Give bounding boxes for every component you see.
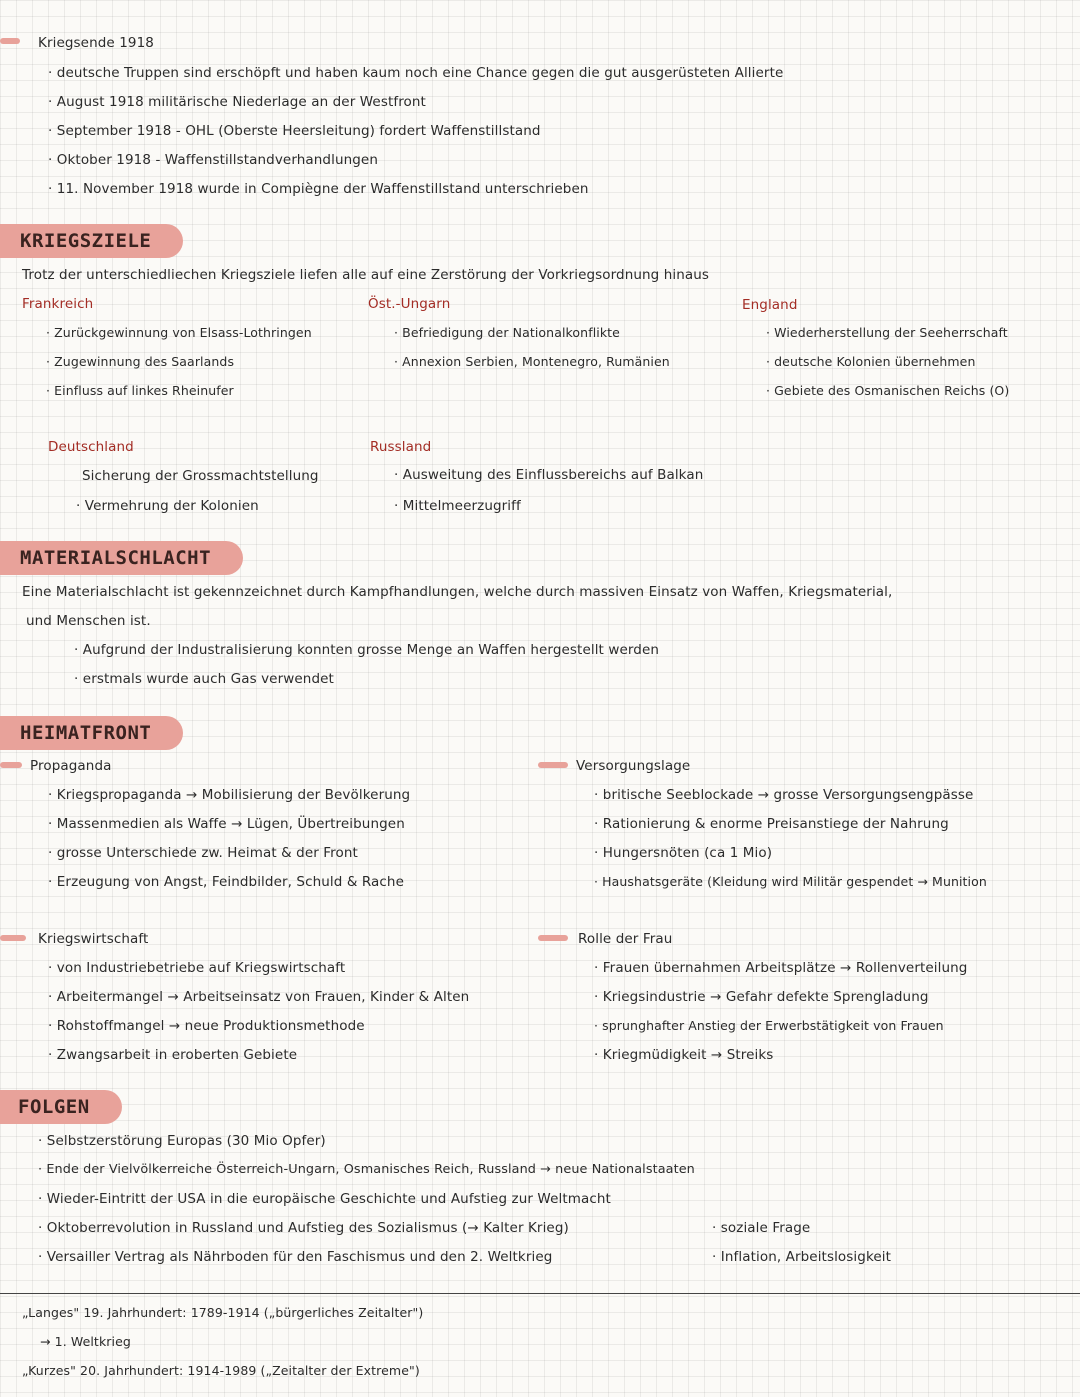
materialschlacht-text: und Menschen ist.: [26, 613, 151, 629]
folgen-heading: FOLGEN: [0, 1090, 122, 1124]
propaganda-title: Propaganda: [30, 758, 112, 774]
materialschlacht-item: · erstmals wurde auch Gas verwendet: [74, 671, 334, 687]
kriegsende-title: Kriegsende 1918: [38, 35, 154, 51]
russland-item: · Ausweitung des Einflussbereichs auf Balkan: [394, 467, 704, 483]
folgen-item: · Wieder-Eintritt der USA in die europäische Geschichte und Aufstieg zur Weltmacht: [38, 1191, 611, 1207]
russland-item: · Mittelmeerzugriff: [394, 498, 521, 514]
frau-marker: [538, 935, 568, 941]
versorgung-item: · Rationierung & enorme Preisanstiege der Nahrung: [594, 816, 949, 832]
heimatfront-heading: HEIMATFRONT: [0, 716, 183, 750]
deutschland-item: Sicherung der Grossmachtstellung: [82, 468, 319, 484]
versorgung-title: Versorgungslage: [576, 758, 691, 774]
oesterreich-item: · Befriedigung der Nationalkonflikte: [394, 325, 620, 340]
frankreich-item: · Zurückgewinnung von Elsass-Lothringen: [46, 325, 312, 340]
kriegswirtschaft-item: · Zwangsarbeit in eroberten Gebiete: [48, 1047, 298, 1063]
england-item: · deutsche Kolonien übernehmen: [766, 354, 976, 369]
frankreich-item: · Einfluss auf linkes Rheinufer: [46, 383, 234, 398]
england-item: · Wiederherstellung der Seeherrschaft: [766, 325, 1008, 340]
kriegswirtschaft-item: · von Industriebetriebe auf Kriegswirtschaft: [48, 960, 346, 976]
frau-title: Rolle der Frau: [578, 931, 673, 947]
versorgung-marker: [538, 762, 568, 768]
versorgung-item: · britische Seeblockade → grosse Versorgungsengpässe: [594, 787, 974, 803]
oesterreich-title: Öst.-Ungarn: [368, 296, 451, 312]
footer-line: → 1. Weltkrieg: [40, 1334, 131, 1349]
frau-item: · Kriegmüdigkeit → Streiks: [594, 1047, 774, 1063]
folgen-item: · Ende der Vielvölkerreiche Österreich-Ungarn, Osmanisches Reich, Russland → neue Nationalstaaten: [38, 1162, 695, 1177]
propaganda-item: · grosse Unterschiede zw. Heimat & der Front: [48, 845, 358, 861]
footer-line: „Kurzes" 20. Jahrhundert: 1914-1989 („Zeitalter der Extreme"): [22, 1363, 420, 1378]
oesterreich-item: · Annexion Serbien, Montenegro, Rumänien: [394, 354, 670, 369]
deutschland-item: · Vermehrung der Kolonien: [76, 498, 259, 514]
materialschlacht-item: · Aufgrund der Industralisierung konnten grosse Menge an Waffen hergestellt werden: [74, 642, 660, 658]
frau-item: · sprunghafter Anstieg der Erwerbstätigkeit von Frauen: [594, 1018, 944, 1033]
frau-item: · Frauen übernahmen Arbeitsplätze → Rollenverteilung: [594, 960, 968, 976]
frankreich-title: Frankreich: [22, 296, 94, 312]
materialschlacht-heading: MATERIALSCHLACHT: [0, 541, 243, 575]
kriegsende-item: · deutsche Truppen sind erschöpft und haben kaum noch eine Chance gegen die gut ausgerüsteten Allierte: [48, 65, 784, 81]
kriegswirtschaft-marker: [0, 935, 26, 941]
russland-title: Russland: [370, 439, 432, 455]
versorgung-item: · Hungersnöten (ca 1 Mio): [594, 845, 773, 861]
versorgung-item: · Haushatsgeräte (Kleidung wird Militär gespendet → Munition: [594, 874, 987, 889]
kriegsziele-intro: Trotz der unterschiedliechen Kriegsziele liefen alle auf eine Zerstörung der Vorkriegsordnung hinaus: [22, 267, 710, 283]
england-item: · Gebiete des Osmanischen Reichs (O): [766, 383, 1010, 398]
frau-item: · Kriegsindustrie → Gefahr defekte Sprengladung: [594, 989, 929, 1005]
kriegsende-marker: [0, 38, 20, 44]
propaganda-item: · Erzeugung von Angst, Feindbilder, Schuld & Rache: [48, 874, 404, 890]
folgen-item: · Oktoberrevolution in Russland und Aufstieg des Sozialismus (→ Kalter Krieg): [38, 1220, 569, 1236]
footer-line: „Langes" 19. Jahrhundert: 1789-1914 („bürgerliches Zeitalter"): [22, 1305, 424, 1320]
kriegsende-item: · September 1918 - OHL (Oberste Heersleitung) fordert Waffenstillstand: [48, 123, 541, 139]
divider: [0, 1293, 1080, 1294]
materialschlacht-text: Eine Materialschlacht ist gekennzeichnet durch Kampfhandlungen, welche durch massiven Einsatz von Waffen, Kriegsmaterial,: [22, 584, 893, 600]
folgen-side-item: · Inflation, Arbeitslosigkeit: [712, 1249, 892, 1265]
propaganda-item: · Massenmedien als Waffe → Lügen, Übertreibungen: [48, 816, 405, 832]
kriegsziele-heading: KRIEGSZIELE: [0, 224, 183, 258]
propaganda-item: · Kriegspropaganda → Mobilisierung der Bevölkerung: [48, 787, 411, 803]
kriegsende-item: · 11. November 1918 wurde in Compiègne der Waffenstillstand unterschrieben: [48, 181, 589, 197]
folgen-side-item: · soziale Frage: [712, 1220, 811, 1236]
kriegswirtschaft-item: · Arbeitermangel → Arbeitseinsatz von Frauen, Kinder & Alten: [48, 989, 470, 1005]
england-title: England: [742, 297, 798, 313]
kriegsende-item: · August 1918 militärische Niederlage an der Westfront: [48, 94, 426, 110]
frankreich-item: · Zugewinnung des Saarlands: [46, 354, 235, 369]
kriegswirtschaft-item: · Rohstoffmangel → neue Produktionsmethode: [48, 1018, 365, 1034]
deutschland-title: Deutschland: [48, 439, 134, 455]
kriegswirtschaft-title: Kriegswirtschaft: [38, 931, 149, 947]
folgen-item: · Versailler Vertrag als Nährboden für den Faschismus und den 2. Weltkrieg: [38, 1249, 553, 1265]
folgen-item: · Selbstzerstörung Europas (30 Mio Opfer): [38, 1133, 326, 1149]
propaganda-marker: [0, 762, 22, 768]
kriegsende-item: · Oktober 1918 - Waffenstillstandverhandlungen: [48, 152, 378, 168]
